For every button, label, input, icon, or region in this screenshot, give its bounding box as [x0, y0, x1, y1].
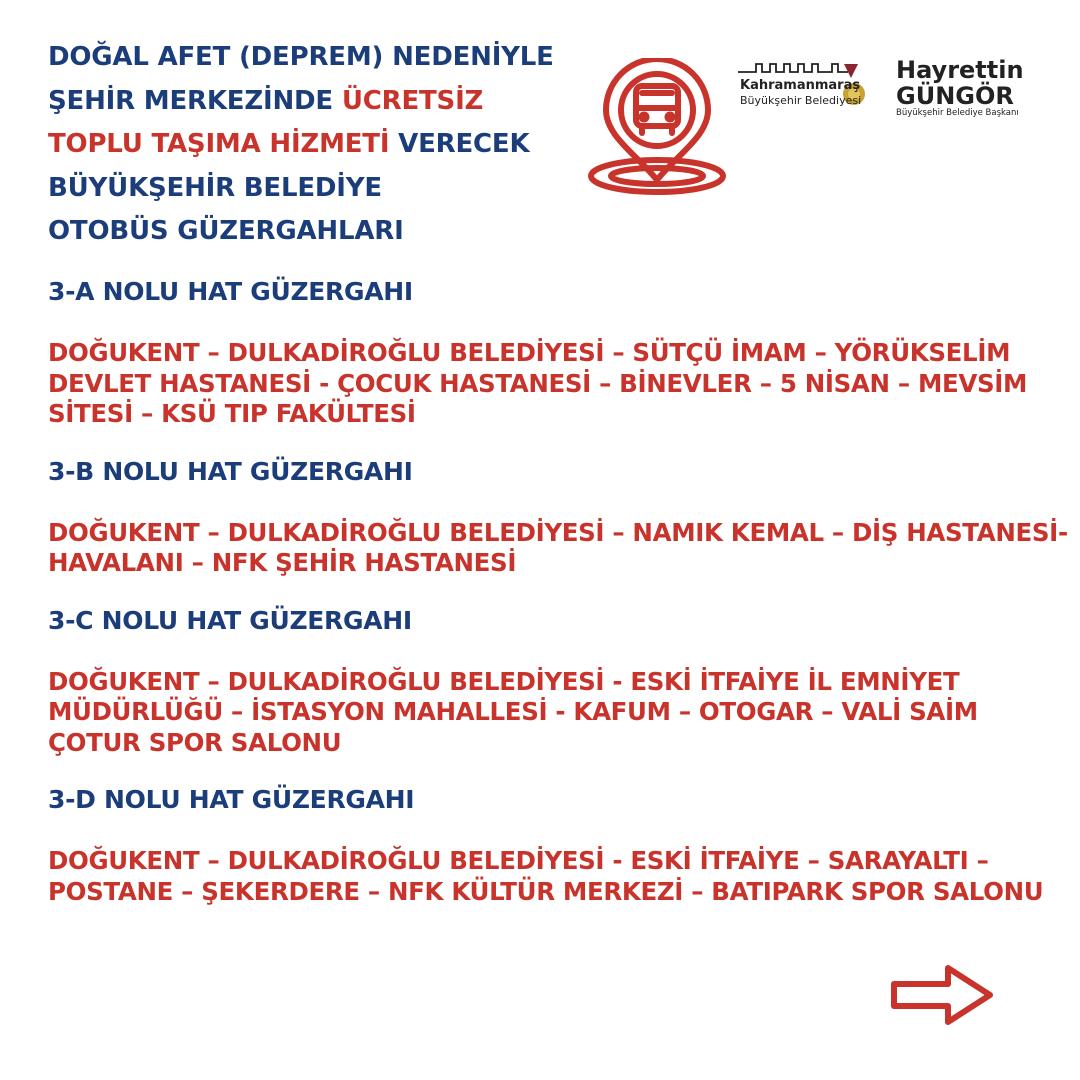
route-stops: DOĞUKENT – DULKADİROĞLU BELEDİYESİ - ESKİ İTFAİYE – SARAYALTI –POSTANE – ŞEKERDERE – NFK KÜLTÜR MERKEZİ – BATIPARK SPOR SALONU [48, 846, 1044, 906]
title-line-3: TOPLU TAŞIMA HİZMETİ VERECEK [48, 129, 530, 159]
mayor-last-name: GÜNGÖR [896, 82, 1014, 110]
title-line-5: OTOBÜS GÜZERGAHLARI [48, 216, 404, 246]
title-highlight-service: TOPLU TAŞIMA HİZMETİ [48, 129, 390, 159]
route-3b [48, 456, 1068, 579]
route-stops: DOĞUKENT – DULKADİROĞLU BELEDİYESİ - ESKİ İTFAİYE İL EMNİYET MÜDÜRLÜĞÜ – İSTASYON MAHALLESİ - KAFUM – OTOGAR – VALİ SAİM ÇOTUR SPOR SALONU [48, 666, 978, 757]
route-title: 3-A NOLU HAT GÜZERGAHI [48, 277, 413, 306]
mayor-title: Büyükşehir Belediye Başkanı [896, 108, 1019, 118]
title-highlight-free: ÜCRETSİZ [341, 85, 484, 116]
bus-location-pin-icon [584, 58, 730, 198]
route-3a [48, 276, 1068, 430]
route-stops: DOĞUKENT – DULKADİROĞLU BELEDİYESİ – SÜTÇÜ İMAM – YÖRÜKSELİM DEVLET HASTANESİ - ÇOCUK HASTANESİ – BİNEVLER – 5 NİSAN – MEVSİM SİTESİ – KSÜ TIP FAKÜLTESİ [48, 338, 1028, 428]
page-title [48, 36, 588, 254]
mayor-first-name: Hayrettin [896, 56, 1024, 84]
municipality-subtitle: Büyükşehir Belediyesi [740, 94, 862, 107]
route-title: 3-C NOLU HAT GÜZERGAHI [48, 605, 412, 635]
title-line-4: BÜYÜKŞEHİR BELEDİYE [48, 172, 382, 203]
route-3c [48, 605, 1068, 759]
municipality-name: Kahramanmaraş [740, 78, 861, 93]
municipality-logo [736, 58, 876, 112]
route-list [48, 276, 1068, 933]
route-title: 3-D NOLU HAT GÜZERGAHI [48, 785, 415, 814]
title-line-1: DOĞAL AFET (DEPREM) NEDENİYLE [48, 42, 554, 72]
title-line-2: ŞEHİR MERKEZİNDE ÜCRETSİZ [48, 85, 484, 116]
route-stops: DOĞUKENT – DULKADİROĞLU BELEDİYESİ – NAMIK KEMAL – DİŞ HASTANESİ- HAVALANI – NFK ŞEHİR HASTANESİ [48, 517, 1068, 577]
route-title: 3-B NOLU HAT GÜZERGAHI [48, 456, 413, 486]
next-arrow-icon[interactable] [890, 962, 996, 1028]
mayor-logo [894, 56, 1024, 120]
route-3d [48, 784, 1068, 907]
